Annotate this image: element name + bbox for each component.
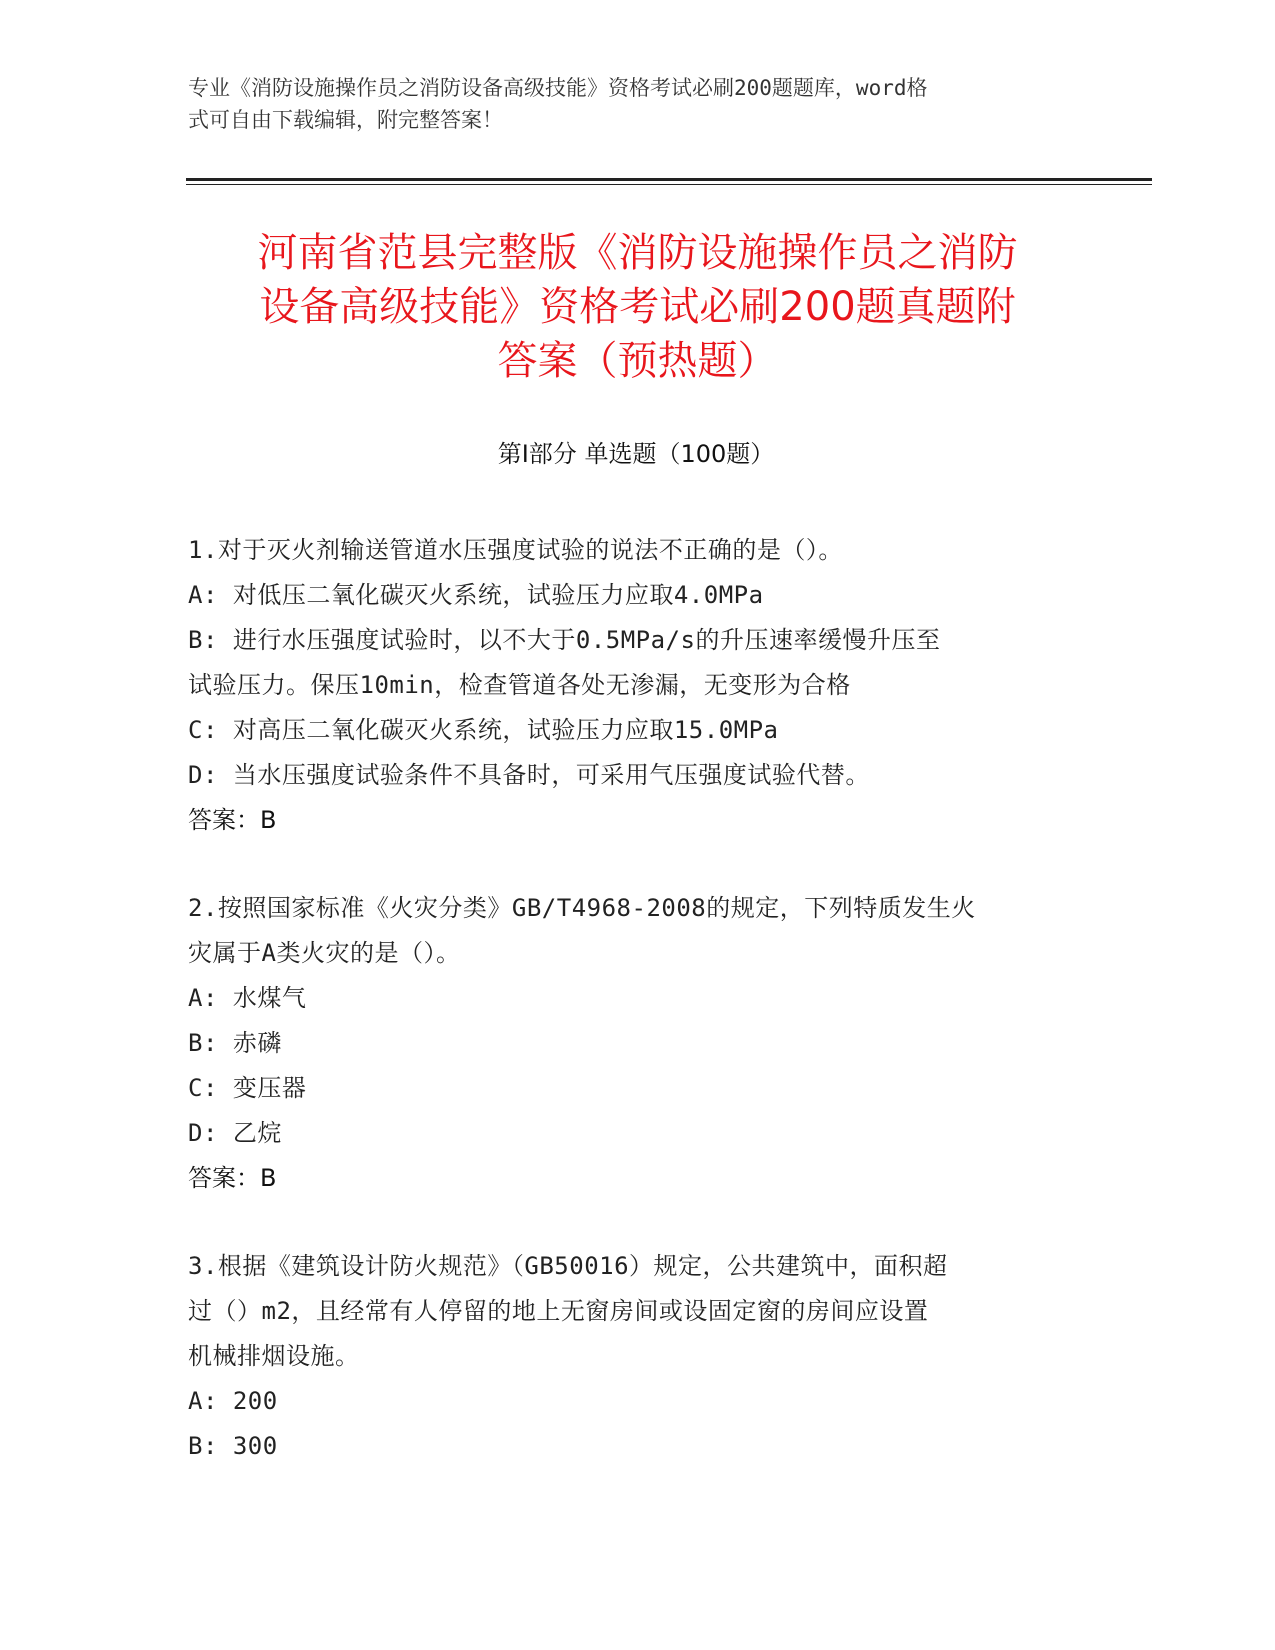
header-divider-thin bbox=[186, 184, 1152, 185]
question-3-option-b: B: 300 bbox=[188, 1432, 278, 1460]
question-2-option-c: C: 变压器 bbox=[188, 1074, 307, 1102]
document-title bbox=[180, 226, 1095, 388]
question-1-option-b-cont: 试验压力。保压10min，检查管道各处无渗漏，无变形为合格 bbox=[188, 671, 851, 699]
question-list bbox=[188, 528, 1068, 1512]
question-1-option-a: A: 对低压二氧化碳灭火系统，试验压力应取4.0MPa bbox=[188, 581, 764, 609]
question-1 bbox=[188, 528, 1068, 843]
question-2-stem-cont: 灾属于A类火灾的是（）。 bbox=[188, 939, 461, 967]
question-3-option-a: A: 200 bbox=[188, 1387, 278, 1415]
header-note bbox=[188, 72, 1068, 136]
title-line-2: 设备高级技能》资格考试必刷200题真题附 bbox=[259, 284, 1016, 330]
question-3 bbox=[188, 1244, 1068, 1469]
question-1-option-c: C: 对高压二氧化碳灭火系统，试验压力应取15.0MPa bbox=[188, 716, 779, 744]
question-2-option-b: B: 赤磷 bbox=[188, 1029, 282, 1057]
question-1-stem: 1.对于灭火剂输送管道水压强度试验的说法不正确的是（）。 bbox=[188, 536, 843, 564]
title-line-1: 河南省范县完整版《消防设施操作员之消防 bbox=[257, 230, 1018, 276]
question-2 bbox=[188, 886, 1068, 1201]
question-2-answer: 答案：B bbox=[188, 1164, 277, 1192]
header-note-line-2: 式可自由下载编辑，附完整答案！ bbox=[188, 108, 503, 132]
header-divider-thick bbox=[186, 178, 1152, 181]
question-1-option-b: B: 进行水压强度试验时，以不大于0.5MPa/s的升压速率缓慢升压至 bbox=[188, 626, 941, 654]
question-3-stem: 3.根据《建筑设计防火规范》（GB50016）规定，公共建筑中，面积超 bbox=[188, 1252, 948, 1280]
question-1-option-d: D: 当水压强度试验条件不具备时，可采用气压强度试验代替。 bbox=[188, 761, 870, 789]
section-heading: 第Ⅰ部分 单选题（100题） bbox=[497, 440, 775, 468]
question-2-option-a: A: 水煤气 bbox=[188, 984, 307, 1012]
question-2-option-d: D: 乙烷 bbox=[188, 1119, 282, 1147]
header-note-line-1: 专业《消防设施操作员之消防设备高级技能》资格考试必刷200题题库，word格 bbox=[188, 76, 928, 100]
question-1-answer: 答案：B bbox=[188, 806, 277, 834]
title-line-3: 答案（预热题） bbox=[497, 338, 778, 384]
question-3-stem-cont-2: 机械排烟设施。 bbox=[188, 1342, 360, 1370]
question-2-stem: 2.按照国家标准《火灾分类》GB/T4968-2008的规定，下列特质发生火 bbox=[188, 894, 976, 922]
question-3-stem-cont-1: 过（）m2，且经常有人停留的地上无窗房间或设固定窗的房间应设置 bbox=[188, 1297, 929, 1325]
